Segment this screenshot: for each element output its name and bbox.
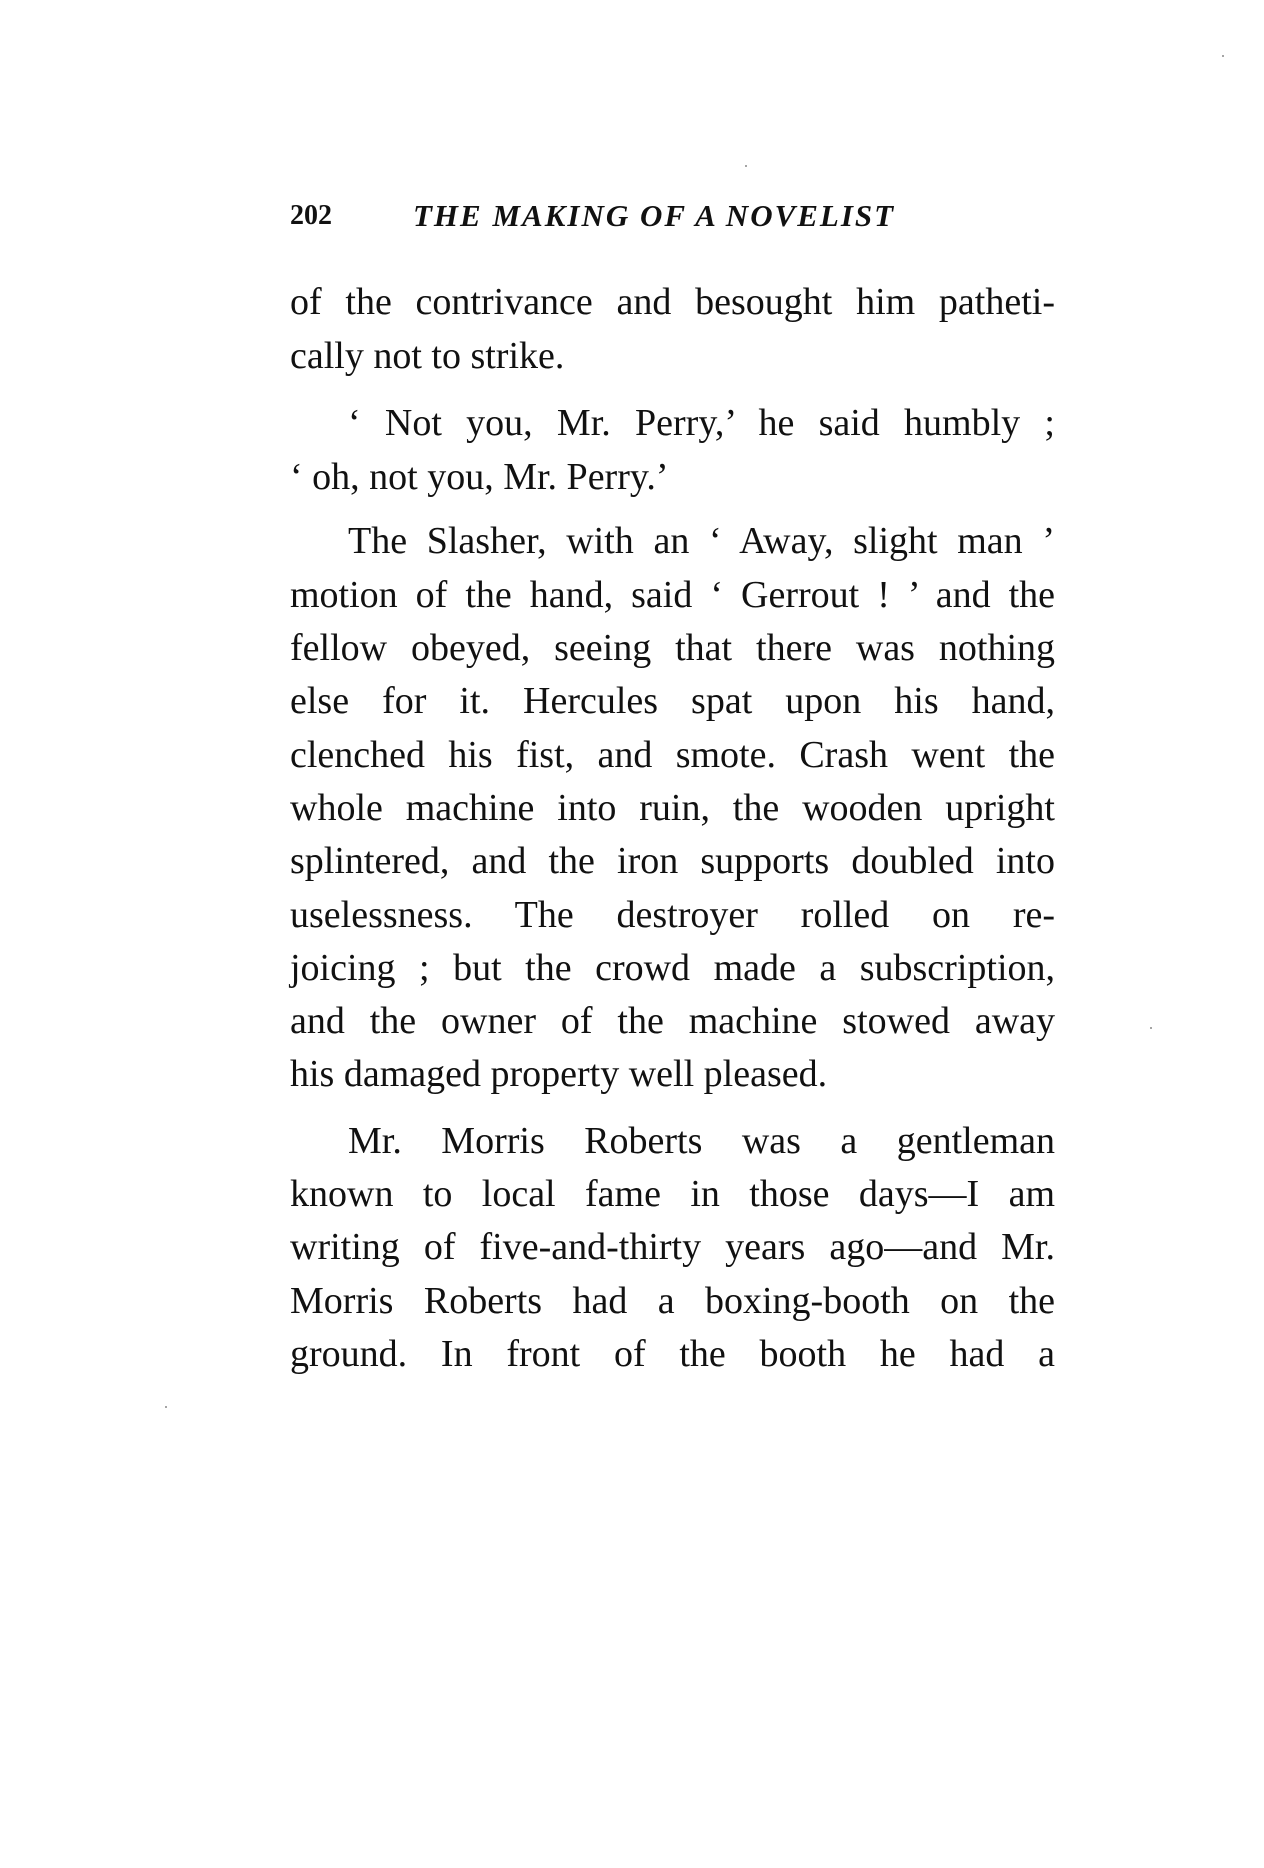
text-line: uselessness. The destroyer rolled on re- xyxy=(290,894,1055,936)
scan-speck xyxy=(745,165,747,167)
text-line: writing of five-and-thirty years ago—and Mr. xyxy=(290,1226,1055,1268)
text-line: known to local fame in those days—I am xyxy=(290,1173,1055,1215)
text-line: ‘ oh, not you, Mr. Perry.’ xyxy=(290,456,669,498)
text-line: motion of the hand, said ‘ Gerrout ! ’ and the xyxy=(290,574,1055,616)
text-line: cally not to strike. xyxy=(290,335,565,377)
text-line: of the contrivance and besought him patheti- xyxy=(290,281,1055,323)
text-line: else for it. Hercules spat upon his hand, xyxy=(290,680,1055,722)
text-line: ‘ Not you, Mr. Perry,’ he said humbly ; xyxy=(348,402,1055,444)
text-line: ground. In front of the booth he had a xyxy=(290,1333,1055,1375)
text-line: The Slasher, with an ‘ Away, slight man ’ xyxy=(348,520,1055,562)
text-line: splintered, and the iron supports doubled into xyxy=(290,840,1055,882)
scan-speck xyxy=(1222,55,1224,57)
text-line: whole machine into ruin, the wooden upright xyxy=(290,787,1055,829)
text-line: his damaged property well pleased. xyxy=(290,1053,828,1095)
text-line: and the owner of the machine stowed away xyxy=(290,1000,1055,1042)
text-line: Morris Roberts had a boxing-booth on the xyxy=(290,1280,1055,1322)
running-head: THE MAKING OF A NOVELIST xyxy=(413,198,896,233)
text-line: clenched his fist, and smote. Crash went the xyxy=(290,734,1055,776)
text-line: Mr. Morris Roberts was a gentleman xyxy=(348,1120,1055,1162)
text-line: fellow obeyed, seeing that there was nothing xyxy=(290,627,1055,669)
scan-speck xyxy=(1150,1027,1152,1029)
page-number: 202 xyxy=(290,200,332,231)
page-header xyxy=(290,196,1050,236)
text-line: joicing ; but the crowd made a subscription, xyxy=(290,947,1055,989)
scan-speck xyxy=(165,1406,167,1408)
